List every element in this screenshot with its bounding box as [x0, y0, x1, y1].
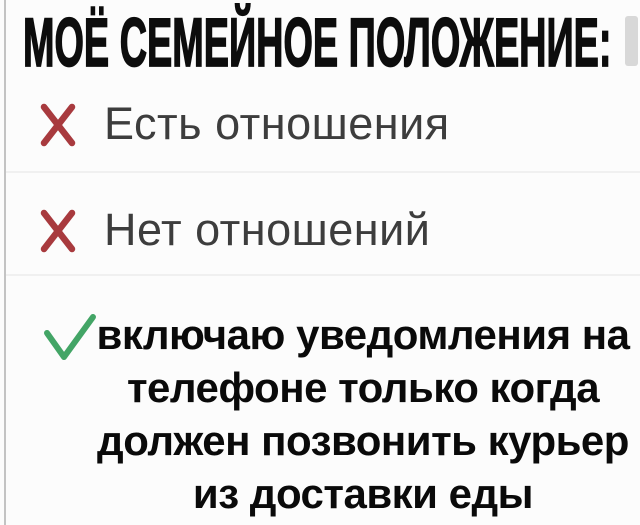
list-item-label: Есть отношения — [104, 98, 450, 149]
list-item-label-line: из доставки еды — [192, 470, 534, 517]
cross-icon — [38, 204, 78, 256]
list-item-no-relationship — [38, 204, 430, 256]
list-item-label-line: телефоне только когда — [126, 364, 600, 411]
list-item-in-relationship — [38, 98, 450, 150]
divider — [6, 171, 640, 173]
page-title-text: МОЁ СЕМЕЙНОЕ ПОЛОЖЕНИЕ: — [23, 5, 612, 82]
list-item-delivery-notifications — [96, 308, 630, 520]
list-item-label: Нет отношений — [104, 204, 431, 255]
list-item-label-line: включаю уведомления на — [96, 311, 630, 358]
cross-icon — [38, 98, 78, 150]
check-icon-container — [40, 310, 100, 366]
check-icon — [40, 310, 100, 366]
page-title — [23, 5, 623, 90]
check-stroke — [47, 317, 93, 357]
divider — [6, 274, 640, 276]
list-item-label-line: должен позвонить курьер — [97, 417, 629, 464]
left-border-line — [4, 0, 6, 525]
scrollbar-thumb[interactable] — [625, 16, 638, 66]
